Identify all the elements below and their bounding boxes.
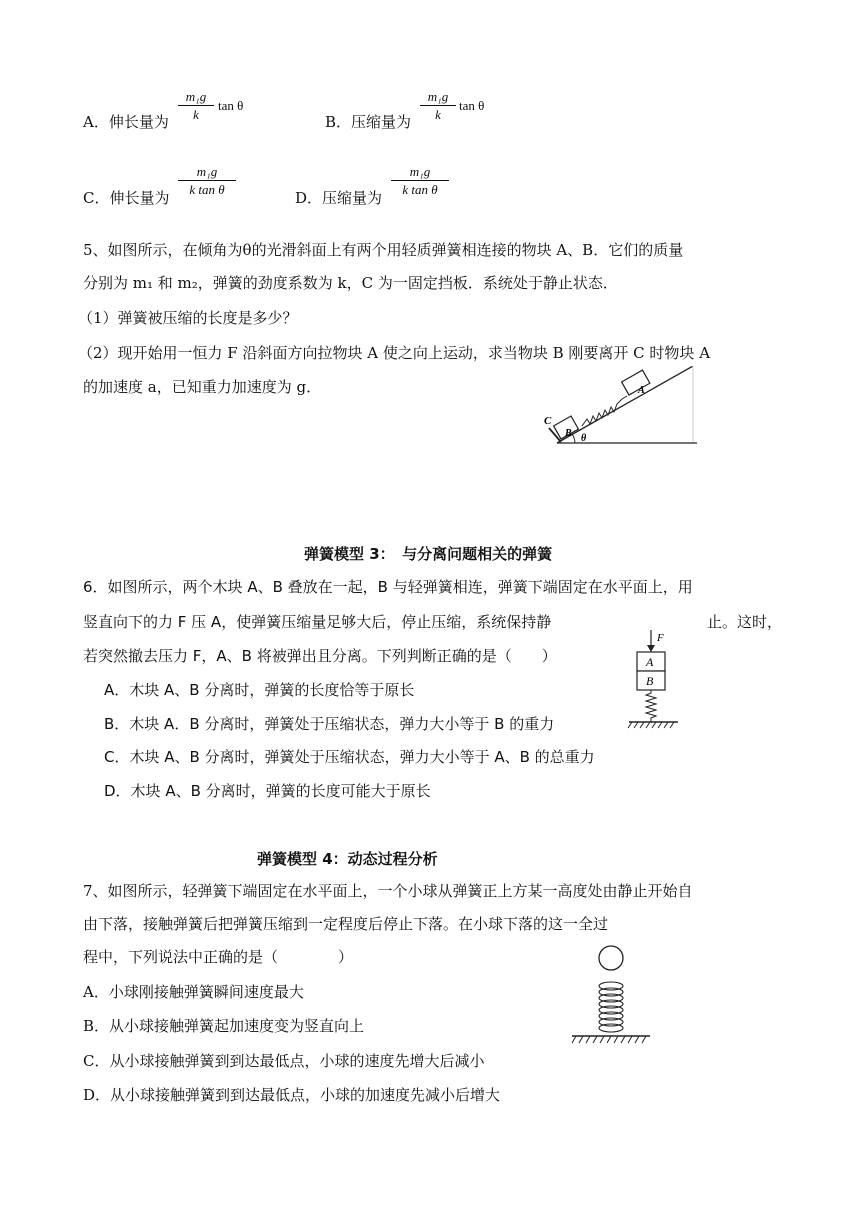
q5-line1: 5、如图所示，在倾角为θ的光滑斜面上有两个用轻质弹簧相连接的物块 A、B．它们的质量 bbox=[83, 241, 684, 259]
q4-option-a-tan: tan θ bbox=[218, 98, 244, 113]
q7-option-c: C．从小球接触弹簧到到达最低点，小球的速度先增大后减小 bbox=[83, 1052, 485, 1070]
spring bbox=[582, 396, 627, 426]
fraction-denominator: k tan θ bbox=[402, 182, 438, 197]
fraction-numerator: m₁g bbox=[178, 88, 214, 106]
q5-sub2: （2）现开始用一恒力 F 沿斜面方向拉物块 A 使之向上运动，求当物块 B 刚要离开 C 时物块 A bbox=[78, 344, 711, 362]
q6-line2b: 止。这时， bbox=[707, 613, 783, 631]
q4-option-c-label: C．伸长量为 bbox=[83, 189, 170, 207]
q4-option-a-label: A．伸长量为 bbox=[83, 113, 169, 131]
q7-line2: 由下落，接触弹簧后把弹簧压缩到一定程度后停止下落。在小球下落的这一全过 bbox=[83, 915, 609, 933]
q4-option-b-label: B．压缩量为 bbox=[325, 113, 412, 131]
ground-hatching bbox=[628, 722, 674, 728]
label-a: A bbox=[646, 655, 654, 669]
coil-spring bbox=[599, 982, 623, 1032]
q7-option-a: A．小球刚接触弹簧瞬间速度最大 bbox=[83, 983, 304, 1001]
q7-option-d: D．从小球接触弹簧到到达最低点，小球的加速度先减小后增大 bbox=[83, 1086, 501, 1104]
q6-option-b: B．木块 A．B 分离时，弹簧处于压缩状态，弹力大小等于 B 的重力 bbox=[104, 715, 555, 733]
block-a bbox=[622, 370, 650, 395]
q7-option-b: B．从小球接触弹簧起加速度变为竖直向上 bbox=[83, 1017, 365, 1035]
ground-hatching bbox=[572, 1036, 646, 1043]
q6-line3: 若突然撤去压力 F，A、B 将被弹出且分离。下列判断正确的是（ ） bbox=[83, 647, 557, 665]
q5-sub1: （1）弹簧被压缩的长度是多少？ bbox=[78, 309, 298, 327]
fraction-numerator: m₁g bbox=[420, 88, 456, 106]
force-arrow-head bbox=[647, 645, 655, 652]
spring bbox=[646, 690, 656, 722]
q7-line1: 7、如图所示，轻弹簧下端固定在水平面上，一个小球从弹簧正上方某一高度处由静止开始自 bbox=[83, 882, 693, 900]
fraction-numerator: m₁g bbox=[178, 163, 236, 181]
label-theta: θ bbox=[581, 433, 587, 444]
q7-line3: 程中，下列说法中正确的是（ ） bbox=[83, 948, 354, 966]
q4-option-d-fraction bbox=[391, 163, 449, 198]
section4-title: 弹簧模型 4：动态过程分析 bbox=[257, 850, 438, 868]
label-b: B bbox=[646, 674, 654, 688]
theta-arc bbox=[572, 434, 575, 443]
q4-option-b-fraction bbox=[420, 88, 456, 123]
q4-option-c-fraction bbox=[178, 163, 236, 198]
q4-option-a-fraction bbox=[178, 88, 214, 123]
q6-option-d: D．木块 A、B 分离时，弹簧的长度可能大于原长 bbox=[104, 782, 431, 800]
fraction-denominator: k bbox=[435, 107, 441, 122]
label-a: A bbox=[638, 385, 645, 396]
q6-line1: 6．如图所示，两个木块 A、B 叠放在一起，B 与轻弹簧相连，弹簧下端固定在水平面上，用 bbox=[83, 578, 693, 596]
q6-line2a: 竖直向下的力 F 压 A，使弹簧压缩量足够大后，停止压缩，系统保持静 bbox=[83, 613, 552, 631]
q5-incline-figure bbox=[535, 366, 705, 450]
q4-option-b-tan: tan θ bbox=[459, 98, 485, 113]
fraction-denominator: k bbox=[193, 107, 199, 122]
label-c: C bbox=[544, 415, 552, 427]
q7-ball-spring-figure bbox=[566, 940, 656, 1050]
label-f: F bbox=[657, 632, 664, 644]
q5-line2: 分别为 m₁ 和 m₂，弹簧的劲度系数为 k，C 为一固定挡板．系统处于静止状态． bbox=[83, 274, 618, 292]
q5-sub2b: 的加速度 a，已知重力加速度为 g． bbox=[83, 378, 322, 396]
label-b: B bbox=[565, 428, 572, 439]
ball bbox=[599, 946, 623, 970]
q6-stacked-blocks-figure bbox=[624, 630, 684, 732]
q4-option-d-label: D．压缩量为 bbox=[295, 189, 383, 207]
fraction-numerator: m₁g bbox=[391, 163, 449, 181]
q6-option-c: C．木块 A、B 分离时，弹簧处于压缩状态，弹力大小等于 A、B 的总重力 bbox=[104, 748, 595, 766]
incline-surface bbox=[557, 366, 693, 443]
q6-option-a: A．木块 A、B 分离时，弹簧的长度恰等于原长 bbox=[104, 681, 415, 699]
section3-title: 弹簧模型 3： 与分离问题相关的弹簧 bbox=[304, 545, 553, 563]
fraction-denominator: k tan θ bbox=[189, 182, 225, 197]
